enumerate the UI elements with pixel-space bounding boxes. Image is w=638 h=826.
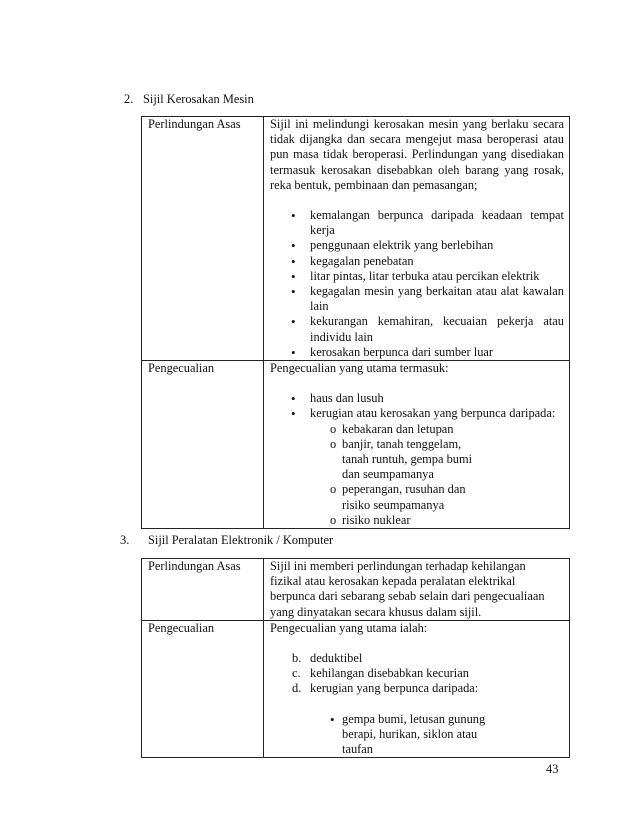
list-item: • kegagalan penebatan bbox=[270, 254, 564, 269]
section-3-pengecualian-cell bbox=[264, 620, 570, 757]
section-2-asas-line-3: pun masa tidak beroperasi. Perlindungan yang disediakan bbox=[270, 147, 564, 162]
list-item: o kebakaran dan letupan bbox=[270, 422, 489, 437]
list-marker: d. bbox=[292, 681, 302, 696]
list-item bbox=[270, 651, 564, 666]
list-item: • kerugian atau kerosakan yang berpunca daripada: bbox=[270, 406, 564, 421]
section-3-pengecualian-label: Pengecualian bbox=[142, 620, 264, 757]
section-2-pengecualian-label: Pengecualian bbox=[142, 361, 264, 529]
section-2-title: Sijil Kerosakan Mesin bbox=[143, 92, 254, 106]
section-2-asas-list bbox=[270, 208, 564, 360]
section-2-asas-line-1: Sijil ini melindungi kerosakan mesin yang berlaku secara bbox=[270, 117, 564, 131]
list-item: o banjir, tanah tenggelam, tanah runtuh, gempa bumi dan seumpamanya bbox=[270, 437, 489, 483]
section-2-asas-line-4: termasuk kerosakan disebabkan oleh barang yang rosak, bbox=[270, 162, 564, 177]
section-2-asas-line-2: tidak dijangka dan secara mengejut masa beroperasi atau bbox=[270, 132, 564, 147]
section-3-table bbox=[141, 558, 570, 758]
list-item bbox=[270, 681, 564, 696]
section-2-heading bbox=[124, 92, 254, 107]
section-3-title: Sijil Peralatan Elektronik / Komputer bbox=[148, 533, 334, 547]
section-3-number: 3. bbox=[120, 533, 130, 547]
section-3-pengecualian-list bbox=[270, 651, 564, 697]
section-2-row-pengecualian bbox=[142, 361, 570, 529]
section-3-asas-line-1: Sijil ini memberi perlindungan terhadap kehilangan bbox=[270, 559, 526, 573]
section-2-pengecualian-intro: Pengecualian yang utama termasuk: bbox=[270, 361, 449, 376]
list-marker: b. bbox=[292, 651, 302, 666]
section-2-pengecualian-sublist bbox=[270, 422, 564, 528]
list-item: • kekurangan kemahiran, kecuaian pekerja atau individu lain bbox=[270, 314, 564, 344]
section-3-row-pengecualian bbox=[142, 620, 570, 757]
list-item: • litar pintas, litar terbuka atau percikan elektrik bbox=[270, 269, 564, 284]
section-2-table bbox=[141, 116, 570, 529]
list-item: o risiko nuklear bbox=[270, 513, 489, 528]
list-item: • gempa bumi, letusan gunung berapi, hurikan, siklon atau taufan bbox=[270, 712, 504, 758]
section-3-pengecualian-sublist bbox=[270, 712, 564, 758]
page-number: 43 bbox=[546, 762, 559, 776]
list-item-text: kehilangan disebabkan kecurian bbox=[310, 666, 469, 681]
list-item bbox=[270, 666, 564, 681]
list-item-text: kerugian yang berpunca daripada: bbox=[310, 681, 479, 696]
section-2-pengecualian-list bbox=[270, 391, 564, 421]
section-3-heading bbox=[120, 533, 333, 548]
section-3-asas-label: Perlindungan Asas bbox=[142, 559, 264, 621]
list-marker: c. bbox=[292, 666, 301, 681]
section-3-row-asas bbox=[142, 559, 570, 621]
section-2-asas-line-5: reka bentuk, pembinaan dan pemasangan; bbox=[270, 177, 478, 192]
list-item: • haus dan lusuh bbox=[270, 391, 564, 406]
section-3-asas-line-4: yang dinyatakan secara khusus dalam sijil. bbox=[270, 604, 482, 619]
list-item: • kegagalan mesin yang berkaitan atau alat kawalan lain bbox=[270, 284, 564, 314]
list-item: • kemalangan berpunca daripada keadaan tempat kerja bbox=[270, 208, 564, 238]
list-item: • penggunaan elektrik yang berlebihan bbox=[270, 238, 564, 253]
list-item: o peperangan, rusuhan dan risiko seumpamanya bbox=[270, 482, 489, 512]
section-2-asas-label: Perlindungan Asas bbox=[142, 117, 264, 361]
section-3-asas-line-2: fizikal atau kerosakan kepada peralatan elektrikal bbox=[270, 574, 516, 589]
section-3-pengecualian-intro: Pengecualian yang utama ialah: bbox=[270, 620, 428, 635]
section-2-asas-cell bbox=[264, 117, 570, 361]
section-3-asas-line-3: berpunca dari sebarang sebab selain dari pengecualiaan bbox=[270, 589, 545, 604]
section-2-number: 2. bbox=[124, 92, 134, 106]
list-item-text: deduktibel bbox=[310, 651, 363, 666]
section-2-row-asas bbox=[142, 117, 570, 361]
list-item: • kerosakan berpunca dari sumber luar bbox=[270, 345, 564, 360]
section-2-pengecualian-cell bbox=[264, 361, 570, 529]
section-3-asas-cell bbox=[264, 559, 570, 621]
